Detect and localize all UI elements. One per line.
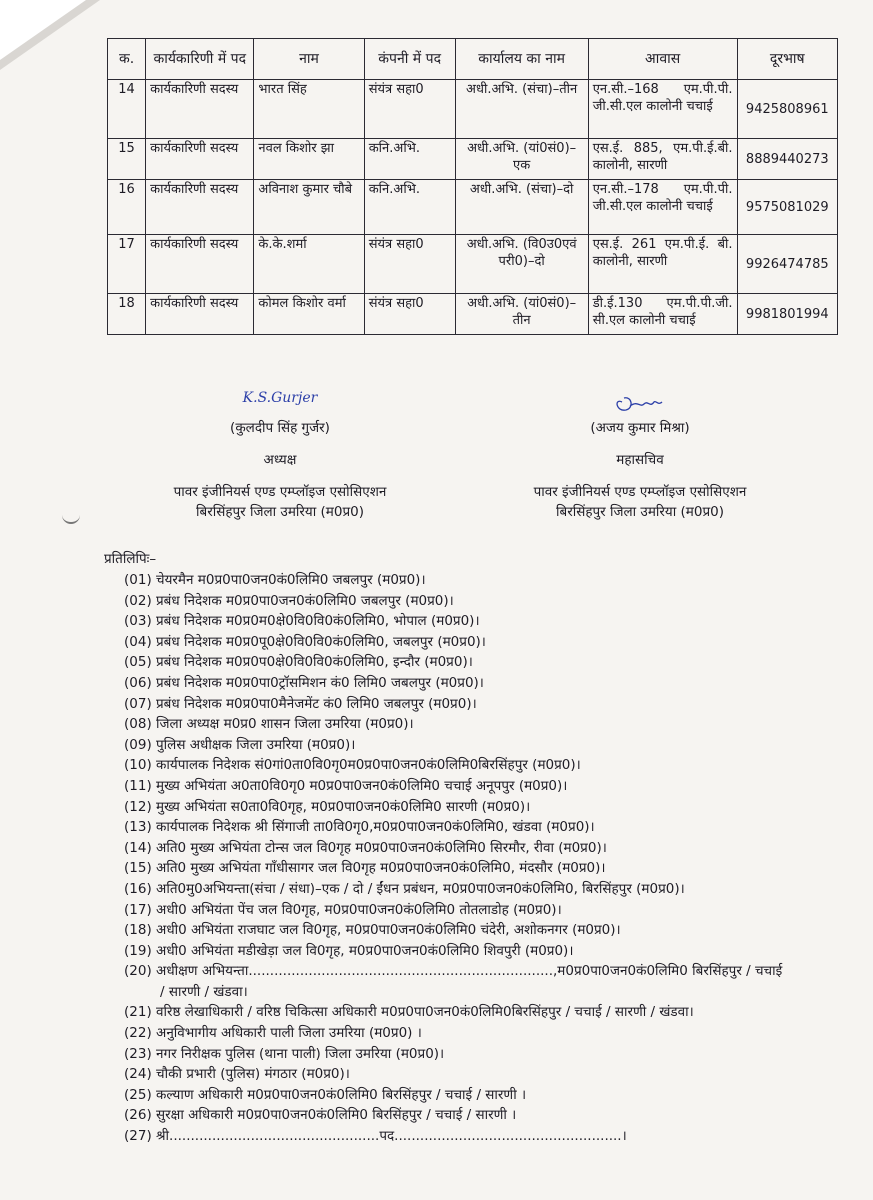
list-item: (15) अति0 मुख्य अभियंता गाँधीसागर जल वि0गृह म0प्र0पा0जन0कं0लिमि0, मंदसौर (म0प्र0)। (124, 860, 606, 877)
signatory-right-designation: महासचिव (616, 452, 664, 468)
signatory-left-designation: अध्यक्ष (263, 452, 297, 468)
list-item: (23) नगर निरीक्षक पुलिस (थाना पाली) जिला उमरिया (म0प्र0)। (124, 1045, 445, 1062)
list-item-continuation: / सारणी / खंडवा। (160, 983, 248, 1000)
list-item: (17) अधी0 अभियंता पेंच जल वि0गृह, म0प्र0पा0जन0कं0लिमि0 तोतलाडोह (म0प्र0)। (124, 901, 562, 918)
list-item: (06) प्रबंध निदेशक म0प्र0पा0ट्रॉसमिशन कं0 लिमि0 जबलपुर (म0प्र0)। (124, 674, 484, 691)
list-item: (10) कार्यपालक निदेशक सं0गां0ता0वि0गृ0म0प्र0पा0जन0कं0लिमि0बिरसिंहपुर (म0प्र0)। (124, 757, 581, 774)
row-name: नवल किशोर झा (254, 139, 364, 180)
row-company-post: संयंत्र सहा0 (364, 294, 455, 335)
row-phone: 9425808961 (737, 80, 837, 139)
signatory-right-org: पावर इंजीनियर्स एण्ड एम्प्लॉइज एसोसिएशन (533, 484, 747, 500)
row-address: डी.ई.130 एम.पी.पी.जी. सी.एल कालोनी चचाई (588, 294, 737, 335)
row-number: 16 (108, 180, 146, 235)
table-header-row (108, 39, 838, 80)
row-address: एस.ई. 261 एम.पी.ई. बी. कालोनी, सारणी (588, 235, 737, 294)
list-item: (04) प्रबंध निदेशक म0प्र0पू0क्षे0वि0वि0कं0लिमि0, जबलपुर (म0प्र0)। (124, 633, 486, 650)
list-item: (03) प्रबंध निदेशक म0प्र0म0क्षे0वि0वि0कं0लिमि0, भोपाल (म0प्र0)। (124, 613, 480, 630)
list-item: (11) मुख्य अभियंता अ0ता0वि0गृ0 म0प्र0पा0जन0कं0लिमि0 चचाई अनूपपुर (म0प्र0)। (124, 777, 568, 794)
col-header-phone: दूरभाष (737, 39, 837, 80)
table-row (108, 139, 838, 180)
row-phone: 9926474785 (737, 235, 837, 294)
row-name: भारत सिंह (254, 80, 364, 139)
list-item: (24) चौकी प्रभारी (पुलिस) मंगठार (म0प्र0)। (124, 1066, 350, 1083)
punch-hole-mark (62, 508, 80, 524)
members-table (107, 38, 838, 335)
list-item: (09) पुलिस अधीक्षक जिला उमरिया (म0प्र0)। (124, 736, 356, 753)
list-item: (05) प्रबंध निदेशक म0प्र0प0क्षे0वि0वि0कं0लिमि0, इन्दौर (म0प्र0)। (124, 654, 473, 671)
list-item: (12) मुख्य अभियंता स0ता0वि0गृह, म0प्र0पा0जन0कं0लिमि0 सारणी (म0प्र0)। (124, 798, 531, 815)
col-header-name: नाम (254, 39, 364, 80)
list-item: (25) कल्याण अधिकारी म0प्र0पा0जन0कं0लिमि0 बिरसिंहपुर / चचाई / सारणी । (124, 1086, 527, 1103)
col-header-address: आवास (588, 39, 737, 80)
list-item: (26) सुरक्षा अधिकारी म0प्र0पा0जन0कं0लिमि0 बिरसिंहपुर / चचाई / सारणी । (124, 1107, 517, 1124)
row-company-post: संयंत्र सहा0 (364, 80, 455, 139)
row-company-post: कनि.अभि. (364, 180, 455, 235)
list-item: (07) प्रबंध निदेशक म0प्र0पा0मैनेजमेंट कं0 लिमि0 जबलपुर (म0प्र0)। (124, 695, 477, 712)
copy-to-title: प्रतिलिपिः– (104, 551, 157, 567)
signature-right (480, 388, 800, 418)
list-item: (19) अधी0 अभियंता मडीखेड़ा जल वि0गृह, म0प्र0पा0जन0कं0लिमि0 शिवपुरी (म0प्र0)। (124, 942, 574, 959)
row-name: के.के.शर्मा (254, 235, 364, 294)
table-row (108, 235, 838, 294)
row-number: 15 (108, 139, 146, 180)
row-number: 18 (108, 294, 146, 335)
row-company-post: कनि.अभि. (364, 139, 455, 180)
col-header-post: कार्यकारिणी में पद (146, 39, 254, 80)
signature-right-scribble (610, 388, 670, 418)
row-office: अधी.अभि. (यां0सं0)–तीन (455, 294, 588, 335)
row-office: अधी.अभि. (संचा)–तीन (455, 80, 588, 139)
list-item: (22) अनुविभागीय अधिकारी पाली जिला उमरिया (म0प्र0) । (124, 1025, 422, 1042)
row-phone: 9575081029 (737, 180, 837, 235)
row-post: कार्यकारिणी सदस्य (146, 139, 254, 180)
signatory-right-name: (अजय कुमार मिश्रा) (590, 420, 690, 436)
table-row (108, 180, 838, 235)
page-fold-highlight (0, 0, 86, 60)
row-office: अधी.अभि. (संचा)–दो (455, 180, 588, 235)
copy-to-section (104, 548, 844, 1147)
row-office: अधी.अभि. (वि0उ0एवं परी0)–दो (455, 235, 588, 294)
row-name: कोमल किशोर वर्मा (254, 294, 364, 335)
row-post: कार्यकारिणी सदस्य (146, 80, 254, 139)
row-number: 17 (108, 235, 146, 294)
list-item: (21) वरिष्ठ लेखाधिकारी / वरिष्ठ चिकित्सा अधिकारी म0प्र0पा0जन0कं0लिमि0बिरसिंहपुर / चचाई / सारणी / खंडवा। (124, 1004, 694, 1021)
col-header-company-post: कंपनी में पद (364, 39, 455, 80)
row-phone: 9981801994 (737, 294, 837, 335)
copy-to-list (104, 570, 844, 1147)
list-item: (20) अधीक्षण अभियन्ता.......................................................................,म0प्र0पा0जन0कं0लिमि0 बिरसिंहपुर / चचाई (124, 963, 783, 980)
row-company-post: संयंत्र सहा0 (364, 235, 455, 294)
table-row (108, 80, 838, 139)
row-phone: 8889440273 (737, 139, 837, 180)
row-post: कार्यकारिणी सदस्य (146, 235, 254, 294)
signatory-left (120, 388, 440, 522)
row-address: एन.सी.–168 एम.पी.पी. जी.सी.एल कालोनी चचाई (588, 80, 737, 139)
list-item: (08) जिला अध्यक्ष म0प्र0 शासन जिला उमरिया (म0प्र0)। (124, 716, 414, 733)
row-number: 14 (108, 80, 146, 139)
row-office: अधी.अभि. (यां0सं0)–एक (455, 139, 588, 180)
list-item: (01) चेयरमैन म0प्र0पा0जन0कं0लिमि0 जबलपुर (म0प्र0)। (124, 572, 426, 588)
table-row (108, 294, 838, 335)
list-item: (02) प्रबंध निदेशक म0प्र0पा0जन0कं0लिमि0 जबलपुर (म0प्र0)। (124, 592, 454, 609)
list-item: (18) अधी0 अभियंता राजघाट जल वि0गृह, म0प्र0पा0जन0कं0लिमि0 चंदेरी, अशोकनगर (म0प्र0)। (124, 922, 621, 939)
row-post: कार्यकारिणी सदस्य (146, 180, 254, 235)
list-item: (16) अति0मु0अभियन्ता(संचा / संधा)–एक / दो / ईंधन प्रबंधन, म0प्र0पा0जन0कं0लिमि0, बिरसिंहपुर (म0प्र0)। (124, 880, 685, 897)
col-header-number: क. (108, 39, 146, 80)
signatory-left-name: (कुलदीप सिंह गुर्जर) (230, 420, 330, 436)
signatory-left-place: बिरसिंहपुर जिला उमरिया (म0प्र0) (195, 504, 365, 520)
row-address: एस.ई. 885, एम.पी.ई.बी. कालोनी, सारणी (588, 139, 737, 180)
row-post: कार्यकारिणी सदस्य (146, 294, 254, 335)
list-item: (27) श्री.................................................पद.....................................................। (124, 1128, 627, 1145)
signatory-left-org: पावर इंजीनियर्स एण्ड एम्प्लॉइज एसोसिएशन (173, 484, 387, 500)
row-address: एन.सी.–178 एम.पी.पी. जी.सी.एल कालोनी चचाई (588, 180, 737, 235)
row-name: अविनाश कुमार चौबे (254, 180, 364, 235)
signature-left: K.S.Gurjer (242, 390, 318, 406)
col-header-office: कार्यालय का नाम (455, 39, 588, 80)
signatory-right-place: बिरसिंहपुर जिला उमरिया (म0प्र0) (555, 504, 725, 520)
list-item: (13) कार्यपालक निदेशक श्री सिंगाजी ता0वि0गृ0,म0प्र0पा0जन0कं0लिमि0, खंडवा (म0प्र0)। (124, 819, 595, 836)
signatory-right (480, 388, 800, 522)
list-item: (14) अति0 मुख्य अभियंता टोन्स जल वि0गृह म0प्र0पा0जन0कं0लिमि0 सिरमौर, रीवा (म0प्र0)। (124, 839, 607, 856)
